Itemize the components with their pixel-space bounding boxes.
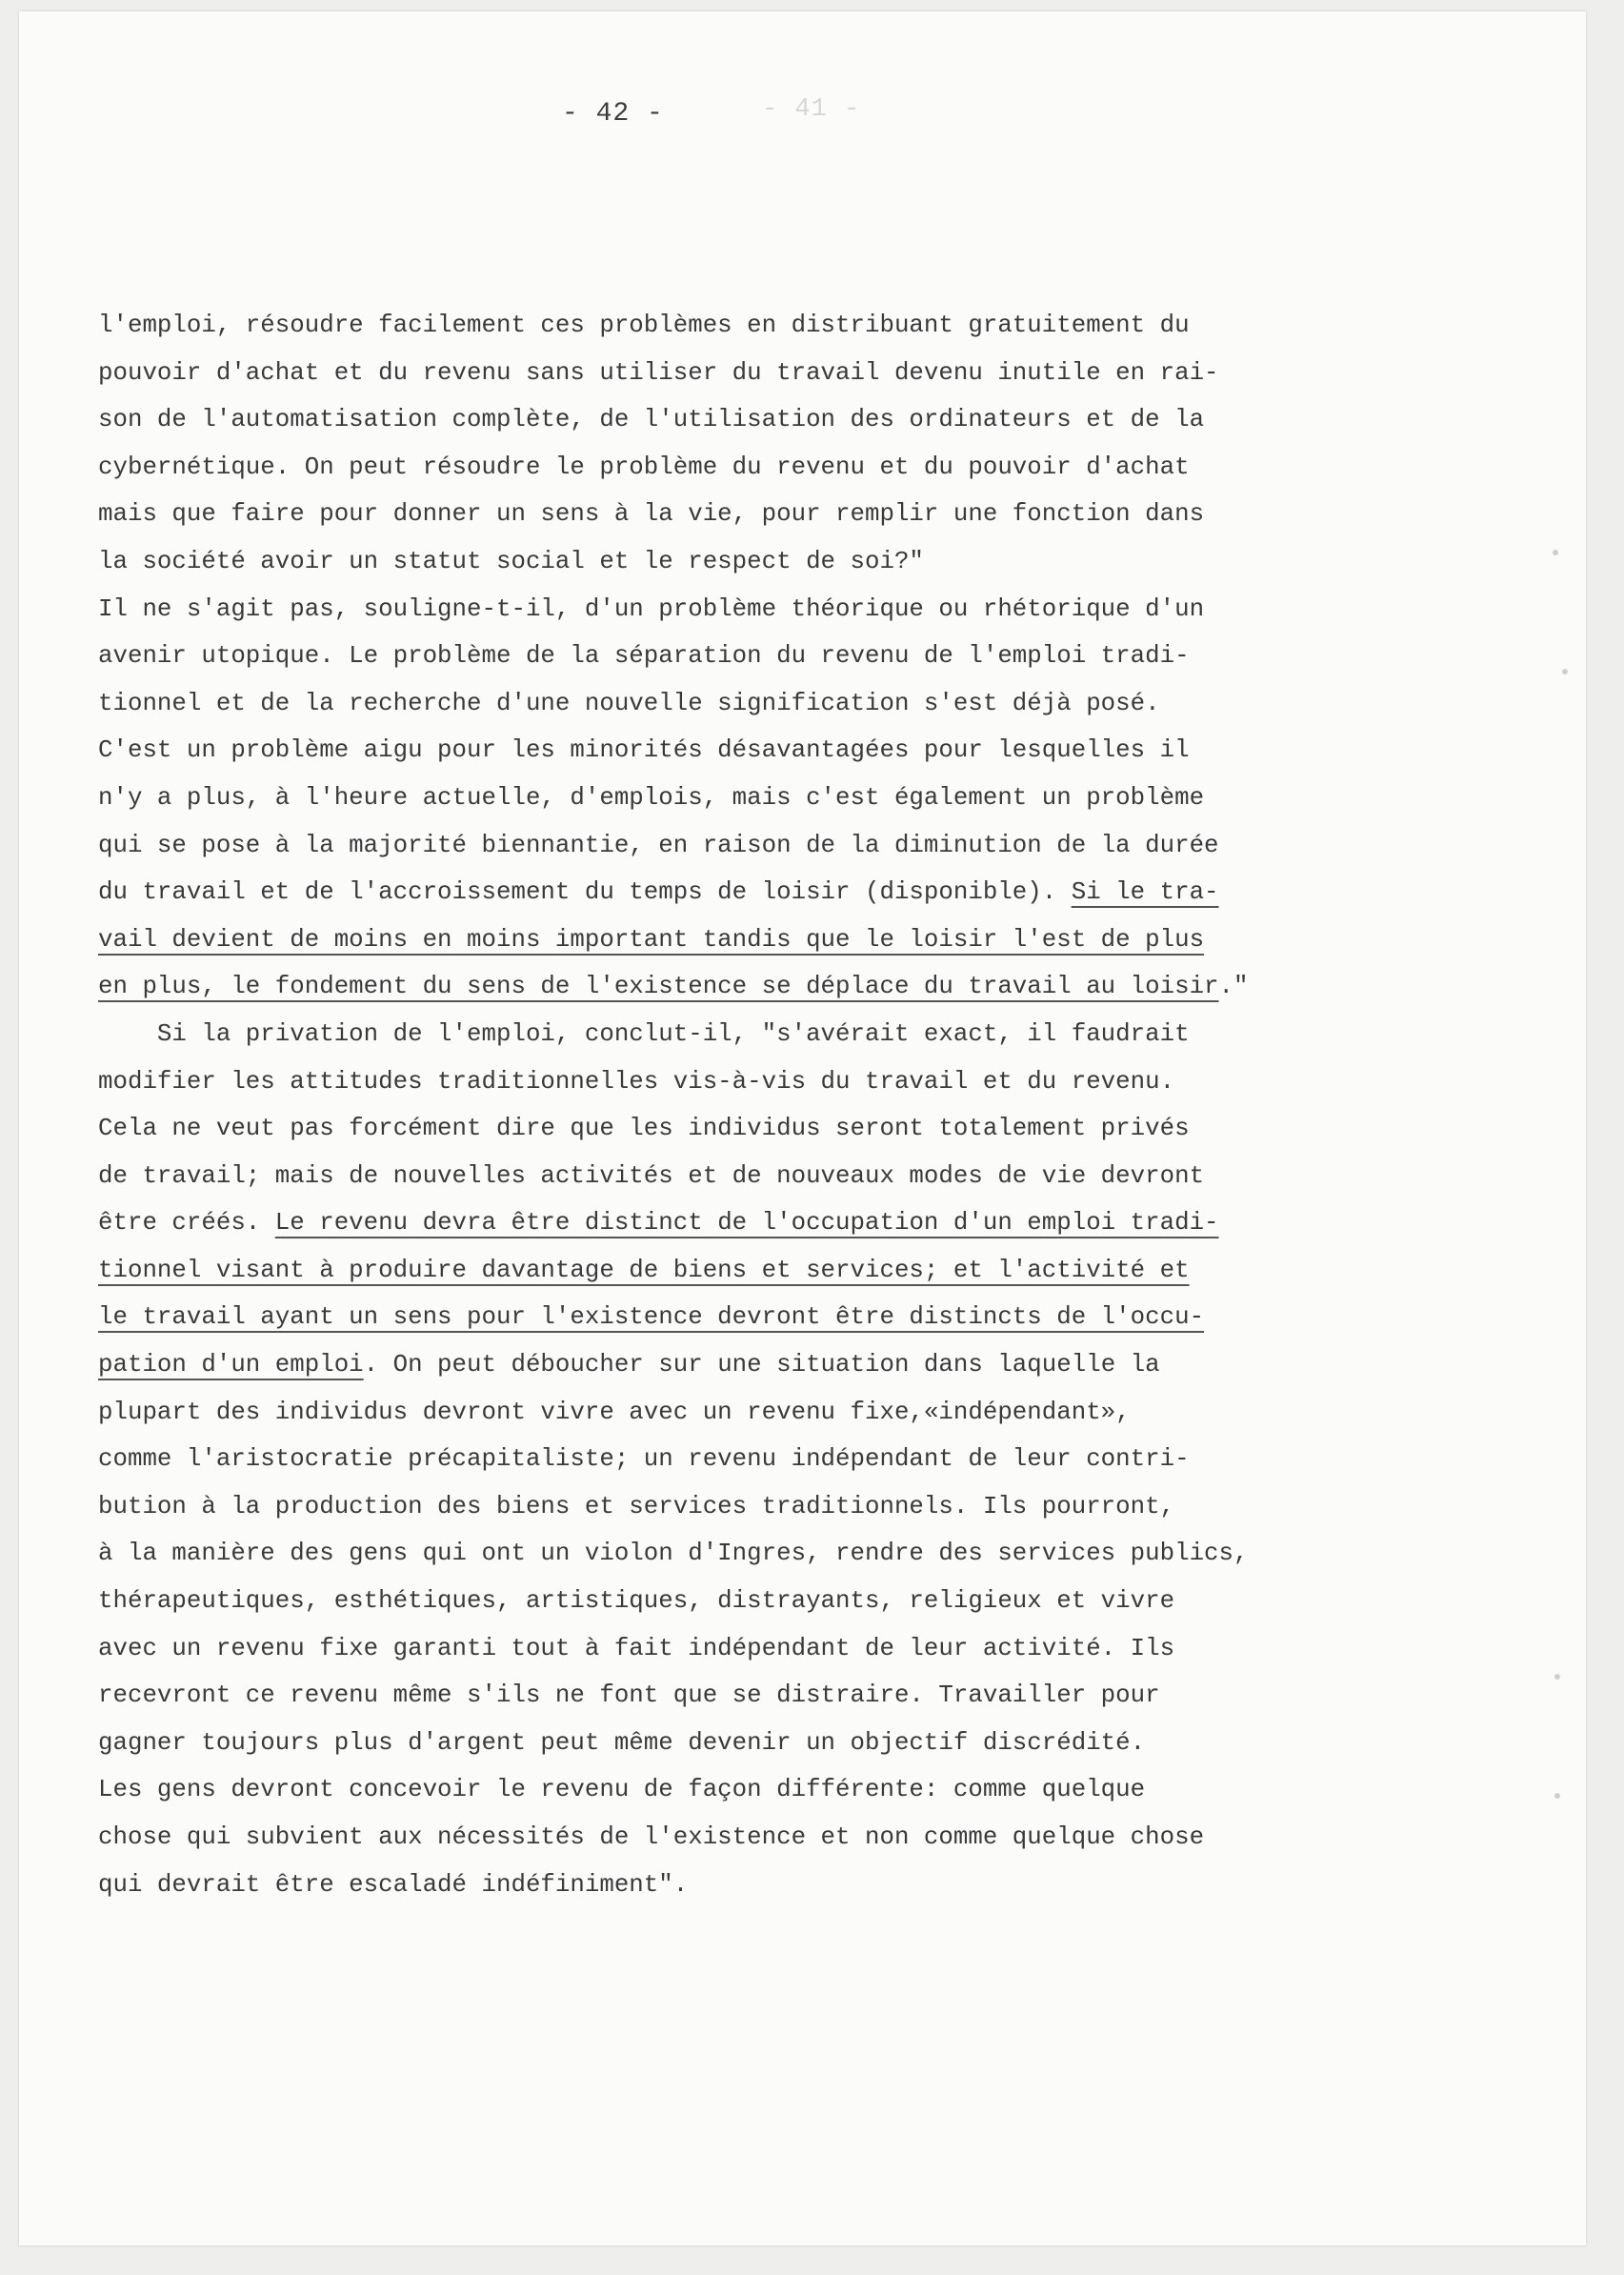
text-line [98,538,1355,586]
underlined-passage: Le revenu devra être distinct de l'occupation d'un emploi tradi- [274,1209,1219,1238]
text-line [98,633,1355,680]
underlined-passage: vail devient de moins en moins important tandis que le loisir l'est de plus [98,925,1205,954]
page-number: - 42 - [562,99,664,129]
text-segment: bution à la production des biens et services traditionnels. Ils pourront, [98,1492,1175,1520]
text-line [98,1105,1355,1153]
underlined-passage: tionnel visant à produire davantage de biens et services; et l'activité et [98,1256,1190,1284]
text-segment: ." [1218,973,1249,1001]
text-segment: . On peut déboucher sur une situation dans laquelle la [363,1351,1160,1379]
text-segment: thérapeutiques, esthétiques, artistiques, distrayants, religieux et vivre [98,1587,1175,1616]
text-segment: comme l'aristocratie précapitaliste; un revenu indépendant de leur contri- [98,1445,1190,1474]
text-segment: cybernétique. On peut résoudre le problème du revenu et du pouvoir d'achat [98,453,1190,481]
text-line [98,350,1355,397]
text-line [98,491,1355,538]
paper-speck [1554,1793,1560,1799]
bleed-through-page-number: - 41 - [762,95,861,124]
text-line [98,869,1355,916]
text-segment: tionnel et de la recherche d'une nouvelle signification s'est déjà posé. [98,689,1160,717]
text-segment: plupart des individus devront vivre avec un revenu fixe,«indépendant», [98,1398,1131,1426]
text-segment: l'emploi, résoudre facilement ces problèmes en distribuant gratuitement du [98,312,1190,339]
body-text [98,302,1355,1908]
text-line [98,1766,1355,1814]
text-segment: C'est un problème aigu pour les minorités désavantagées pour lesquelles il [98,736,1190,765]
underlined-passage: pation d'un emploi [98,1351,364,1379]
text-segment: la société avoir un statut social et le respect de soi?" [98,547,924,575]
text-line [98,1862,1355,1909]
text-line [98,1672,1355,1720]
text-line [98,586,1355,634]
text-segment: Cela ne veut pas forcément dire que les individus seront totalement privés [98,1115,1190,1143]
text-segment: de travail; mais de nouvelles activités et de nouveaux modes de vie devront [98,1161,1205,1190]
text-line [98,1389,1355,1437]
text-line [98,1625,1355,1673]
text-line [98,1341,1355,1389]
text-line [98,680,1355,728]
text-segment: chose qui subvient aux nécessités de l'existence et non comme quelque chose [98,1823,1205,1851]
text-segment: du travail et de l'accroissement du temps de loisir (disponible). [98,878,1072,907]
underlined-passage: Si le tra- [1071,878,1219,907]
text-line [98,1153,1355,1200]
text-line [98,1578,1355,1625]
paper-speck [1553,550,1558,555]
text-segment: Il ne s'agit pas, souligne-t-il, d'un problème théorique ou rhétorique d'un [98,594,1205,623]
text-segment: être créés. [98,1209,275,1238]
underlined-passage: en plus, le fondement du sens de l'existence se déplace du travail au loisir [98,973,1219,1001]
text-segment: à la manière des gens qui ont un violon d'Ingres, rendre des services publics, [98,1540,1249,1568]
text-segment: avec un revenu fixe garanti tout à fait indépendant de leur activité. Ils [98,1634,1175,1662]
text-line [98,1058,1355,1106]
text-segment: modifier les attitudes traditionnelles vis-à-vis du travail et du revenu. [98,1067,1175,1096]
text-line [98,822,1355,870]
text-line [98,963,1355,1011]
text-line [98,775,1355,822]
text-segment: Si la privation de l'emploi, conclut-il, "s'avérait exact, il faudrait [98,1019,1190,1048]
text-segment: qui devrait être escaladé indéfiniment". [98,1870,689,1899]
text-line [98,727,1355,775]
text-line [98,1483,1355,1531]
text-line [98,1530,1355,1578]
text-line [98,1011,1355,1058]
paper-speck [1554,1674,1560,1680]
text-segment: Les gens devront concevoir le revenu de façon différente: comme quelque [98,1776,1146,1804]
text-line [98,1720,1355,1767]
text-segment: qui se pose à la majorité biennantie, en raison de la diminution de la durée [98,831,1219,859]
text-segment: gagner toujours plus d'argent peut même devenir un objectif discrédité. [98,1728,1146,1757]
text-line [98,1814,1355,1862]
paper-speck [1562,669,1568,674]
text-segment: mais que faire pour donner un sens à la vie, pour remplir une fonction dans [98,500,1205,529]
text-line [98,1294,1355,1341]
text-segment: n'y a plus, à l'heure actuelle, d'emplois, mais c'est également un problème [98,783,1205,812]
text-segment: avenir utopique. Le problème de la séparation du revenu de l'emploi tradi- [98,642,1190,671]
text-line [98,1247,1355,1295]
text-line [98,1436,1355,1483]
text-line [98,916,1355,964]
text-line [98,444,1355,492]
text-segment: pouvoir d'achat et du revenu sans utiliser du travail devenu inutile en rai- [98,358,1219,387]
text-line [98,396,1355,444]
text-line [98,302,1355,350]
text-line [98,1199,1355,1247]
text-segment: son de l'automatisation complète, de l'utilisation des ordinateurs et de la [98,406,1205,434]
document-page [19,11,1586,2245]
underlined-passage: le travail ayant un sens pour l'existence devront être distincts de l'occu- [98,1303,1205,1332]
text-segment: recevront ce revenu même s'ils ne font que se distraire. Travailler pour [98,1681,1160,1710]
